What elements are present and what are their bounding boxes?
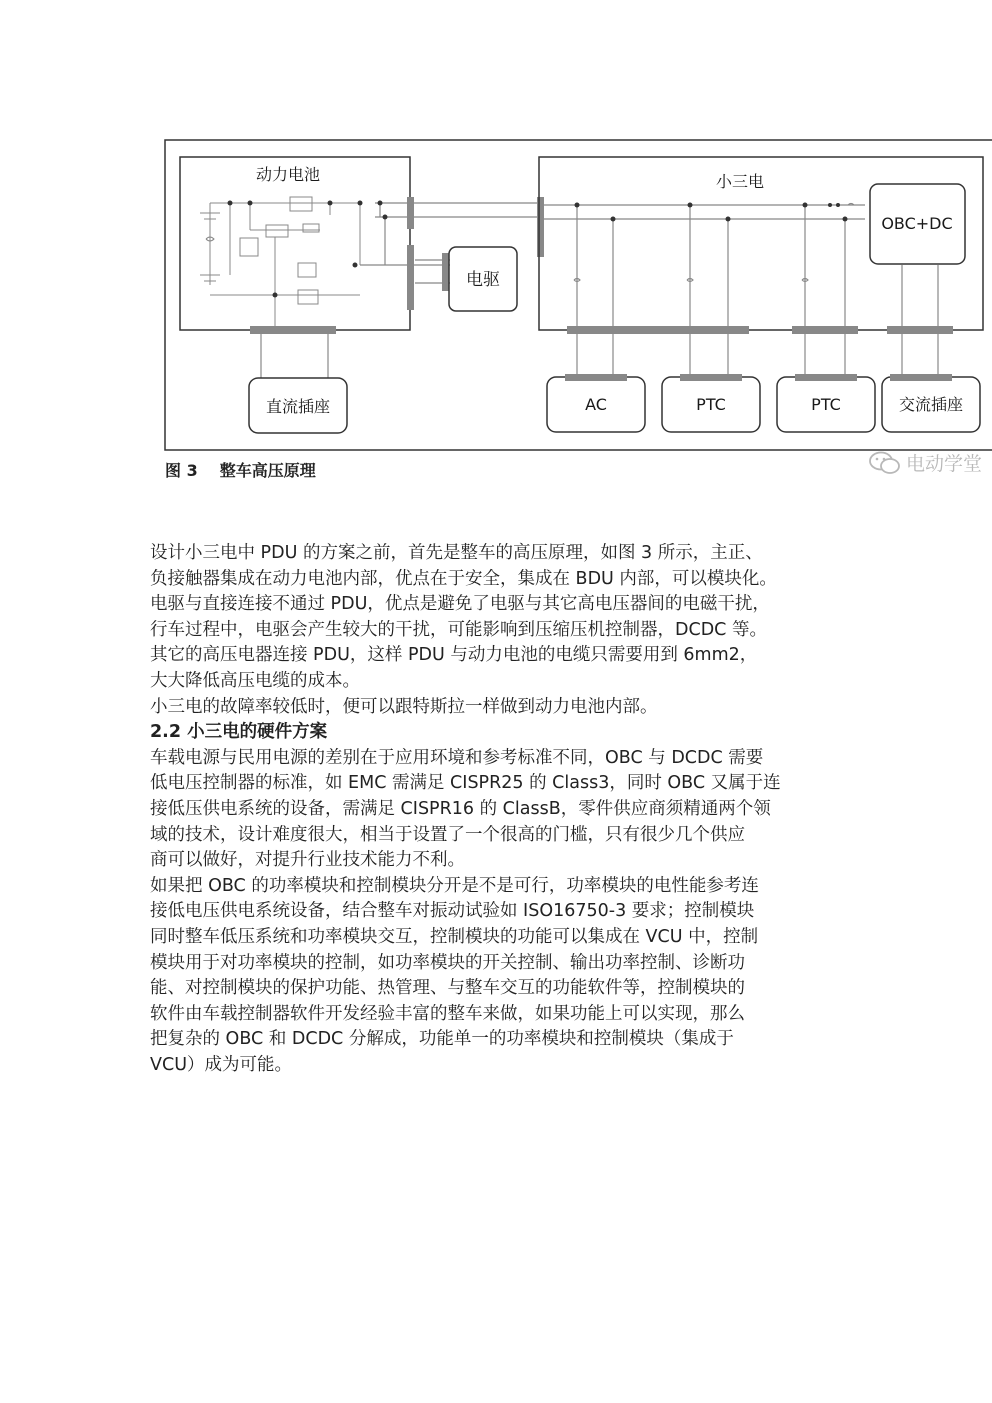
feed-lines: [261, 334, 938, 380]
text-line: 设计小三电中 PDU 的方案之前，首先是整车的高压原理，如图 3 所示，主正、: [150, 543, 763, 563]
ptc2-label: PTC: [811, 395, 841, 414]
small3-bottom-bar-3: [887, 326, 953, 334]
small3-bottom-bar-1: [567, 326, 749, 334]
text-line: 车载电源与民用电源的差别在于应用环境和参考标准不同，OBC 与 DCDC 需要: [150, 747, 764, 768]
motor-connector: [442, 253, 449, 291]
text-line: 模块用于对功率模块的控制，如功率模块的开关控制、输出功率控制、诊断功: [150, 952, 745, 973]
small3-fuses: [574, 204, 854, 282]
small3-bottom-bar-2: [792, 326, 858, 334]
ac-label: AC: [585, 395, 607, 414]
ac-socket-label: 交流插座: [898, 395, 964, 414]
text-line: 电驱与直接连接不通过 PDU，优点是避免了电驱与其它高电压器间的电磁干扰，: [150, 594, 770, 615]
text-line: VCU）成为可能。: [150, 1054, 292, 1075]
battery-connector-top: [407, 197, 414, 229]
watermark-text: 电动学堂: [906, 453, 983, 475]
ptc1-label: PTC: [696, 395, 726, 414]
motor-label: 电驱: [466, 270, 500, 290]
text-line: 域的技术，设计难度很大，相当于设置了一个很高的门槛，只有很少几个供应: [150, 824, 745, 845]
text-line: 小三电的故障率较低时，便可以跟特斯拉一样做到动力电池内部。: [150, 696, 658, 717]
small3-connector: [537, 197, 544, 257]
text-line: 低电压控制器的标准，如 EMC 需满足 CISPR25 的 Class3，同时 OBC 又属于连: [150, 773, 781, 794]
text-line: 大大降低高压电缆的成本。: [150, 670, 360, 691]
text-line: 负接触器集成在动力电池内部，优点在于安全，集成在 BDU 内部，可以模块化。: [150, 568, 777, 589]
figure-caption: [165, 458, 316, 481]
section-heading: 2.2 小三电的硬件方案: [150, 722, 328, 743]
watermark: [868, 449, 982, 476]
figure-title: 整车高压原理: [219, 461, 316, 480]
wechat-icon: [868, 450, 902, 476]
text-line: 其它的高压电器连接 PDU，这样 PDU 与动力电池的电缆只需要用到 6mm2，: [150, 645, 758, 666]
small3-label: 小三电: [715, 172, 765, 191]
battery-label: 动力电池: [255, 165, 321, 184]
text-line: 把复杂的 OBC 和 DCDC 分解成，功能单一的功率模块和控制模块（集成于: [150, 1029, 734, 1050]
body-text: [150, 541, 850, 1078]
battery-connector-mid: [407, 245, 414, 310]
text-line: 软件由车载控制器软件开发经验丰富的整车来做，如果功能上可以实现，那么: [150, 1003, 745, 1024]
main-bus: [360, 203, 540, 283]
text-line: 接低压供电系统的设备，需满足 CISPR16 的 ClassB，零件供应商须精通两个领: [150, 798, 771, 819]
battery-nodes: [228, 201, 363, 298]
high-voltage-diagram: [160, 135, 992, 455]
text-line: 同时整车低压系统和功率模块交互，控制模块的功能可以集成在 VCU 中，控制: [150, 926, 759, 947]
obc-label: OBC+DC: [881, 214, 953, 233]
battery-bottom-bar: [250, 326, 336, 334]
dc-socket-label: 直流插座: [265, 397, 331, 416]
text-line: 行车过程中，电驱会产生较大的干扰，可能影响到压缩压机控制器，DCDC 等。: [150, 619, 767, 640]
figure-number: 图 3: [165, 461, 198, 480]
text-line: 接低电压供电系统设备，结合整车对振动试验如 ISO16750-3 要求；控制模块: [150, 901, 755, 922]
text-line: 如果把 OBC 的功率模块和控制模块分开是不是可行，功率模块的电性能参考连: [150, 875, 759, 896]
text-line: 商可以做好，对提升行业技术能力不利。: [150, 850, 465, 871]
text-line: 能、对控制模块的保护功能、热管理、与整车交互的功能软件等，控制模块的: [150, 978, 745, 999]
